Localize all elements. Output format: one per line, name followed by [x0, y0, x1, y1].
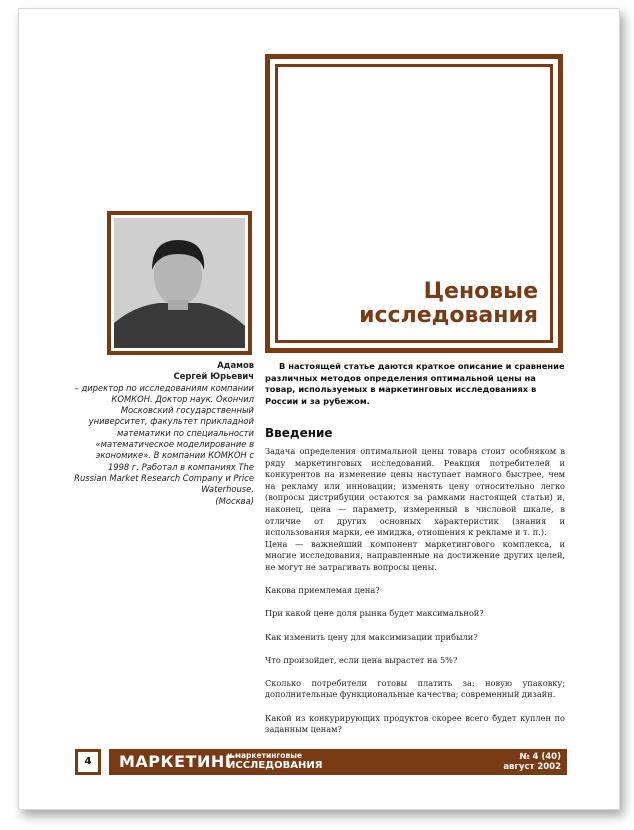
body-question: При какой цене доля рынка будет максимальной? — [265, 608, 484, 619]
issue-date: август 2002 — [503, 762, 561, 772]
magazine-page — [18, 8, 620, 810]
author-name: Сергей Юрьевич — [173, 371, 254, 382]
article-title — [359, 280, 538, 328]
author-surname: Адамов — [217, 360, 254, 370]
page-number-box — [75, 749, 101, 775]
section-heading: Введение — [265, 426, 333, 440]
author-photo-frame — [107, 211, 252, 355]
issue-number: № 4 (40) — [519, 752, 561, 762]
page-footer — [75, 749, 567, 779]
magazine-logo-sub — [227, 752, 322, 771]
author-bio: – директор по исследованиям компании КОМКОН. Доктор наук. Окончил Московский государственный университет, факультет прикладной математики по специальности «математическое моделирование в экономике». В компании КОМКОН с 1998 г. Работал в компаниях The Russian Market Research Company и Price Waterhouse. — [74, 382, 254, 495]
author-info — [74, 360, 254, 507]
article-title-line1: Ценовые — [423, 279, 538, 304]
article-title-line2: исследования — [359, 303, 538, 328]
author-portrait-image — [114, 218, 245, 348]
body-question: Какова приемлемая цена? — [265, 585, 380, 596]
magazine-logo: МАРКЕТИНГ — [119, 752, 236, 771]
body-paragraph: Цена — важнейший компонент маркетингового комплекса, и многие исследования, направленные на достижение других целей, не могут не затрагивать вопросы цены. — [265, 538, 565, 572]
footer-bar — [109, 749, 567, 775]
author-photo — [114, 218, 245, 348]
author-city: (Москва) — [215, 495, 254, 506]
body-question: Как изменить цену для максимизации прибыли? — [265, 631, 478, 642]
body-paragraph: Задача определения оптимальной цены товара стоит особняком в ряду маркетинговых исследований. Реакция потребителей и конкурентов на изменение цены наступает намного быстрее, чем на рекламу или инновации; изменять цену относительно легко (вопросы дистрибуции остаются за рамками настоящей статьи) и, наконец, цена — параметр, измеренный в числовой шкале, в отличие от других основных характеристик (знания и использования марки, ее имиджа, отношения к рекламе и т. п.). — [265, 446, 565, 538]
page-number: 4 — [78, 752, 98, 772]
logo-sub-line1: и маркетинговые — [227, 751, 303, 760]
title-frame — [265, 54, 563, 353]
body-question: Что произойдет, если цена вырастет на 5%? — [265, 654, 458, 665]
logo-sub-line2: ИССЛЕДОВАНИЯ — [227, 760, 323, 771]
article-body — [265, 446, 565, 747]
body-question: Сколько потребители готовы платить за: новую упаковку; дополнительные функциональные качества; современный дизайн. — [265, 677, 565, 700]
title-inner-frame — [275, 64, 553, 343]
article-lead: В настоящей статье даются краткое описание и сравнение различных методов определения оптимальной цены на товар, используемых в маркетинговых исследованиях в России и за рубежом. — [265, 361, 565, 406]
body-question: Какой из конкурирующих продуктов скорее всего будет куплен по заданным ценам? — [265, 712, 565, 735]
issue-info — [503, 752, 561, 772]
